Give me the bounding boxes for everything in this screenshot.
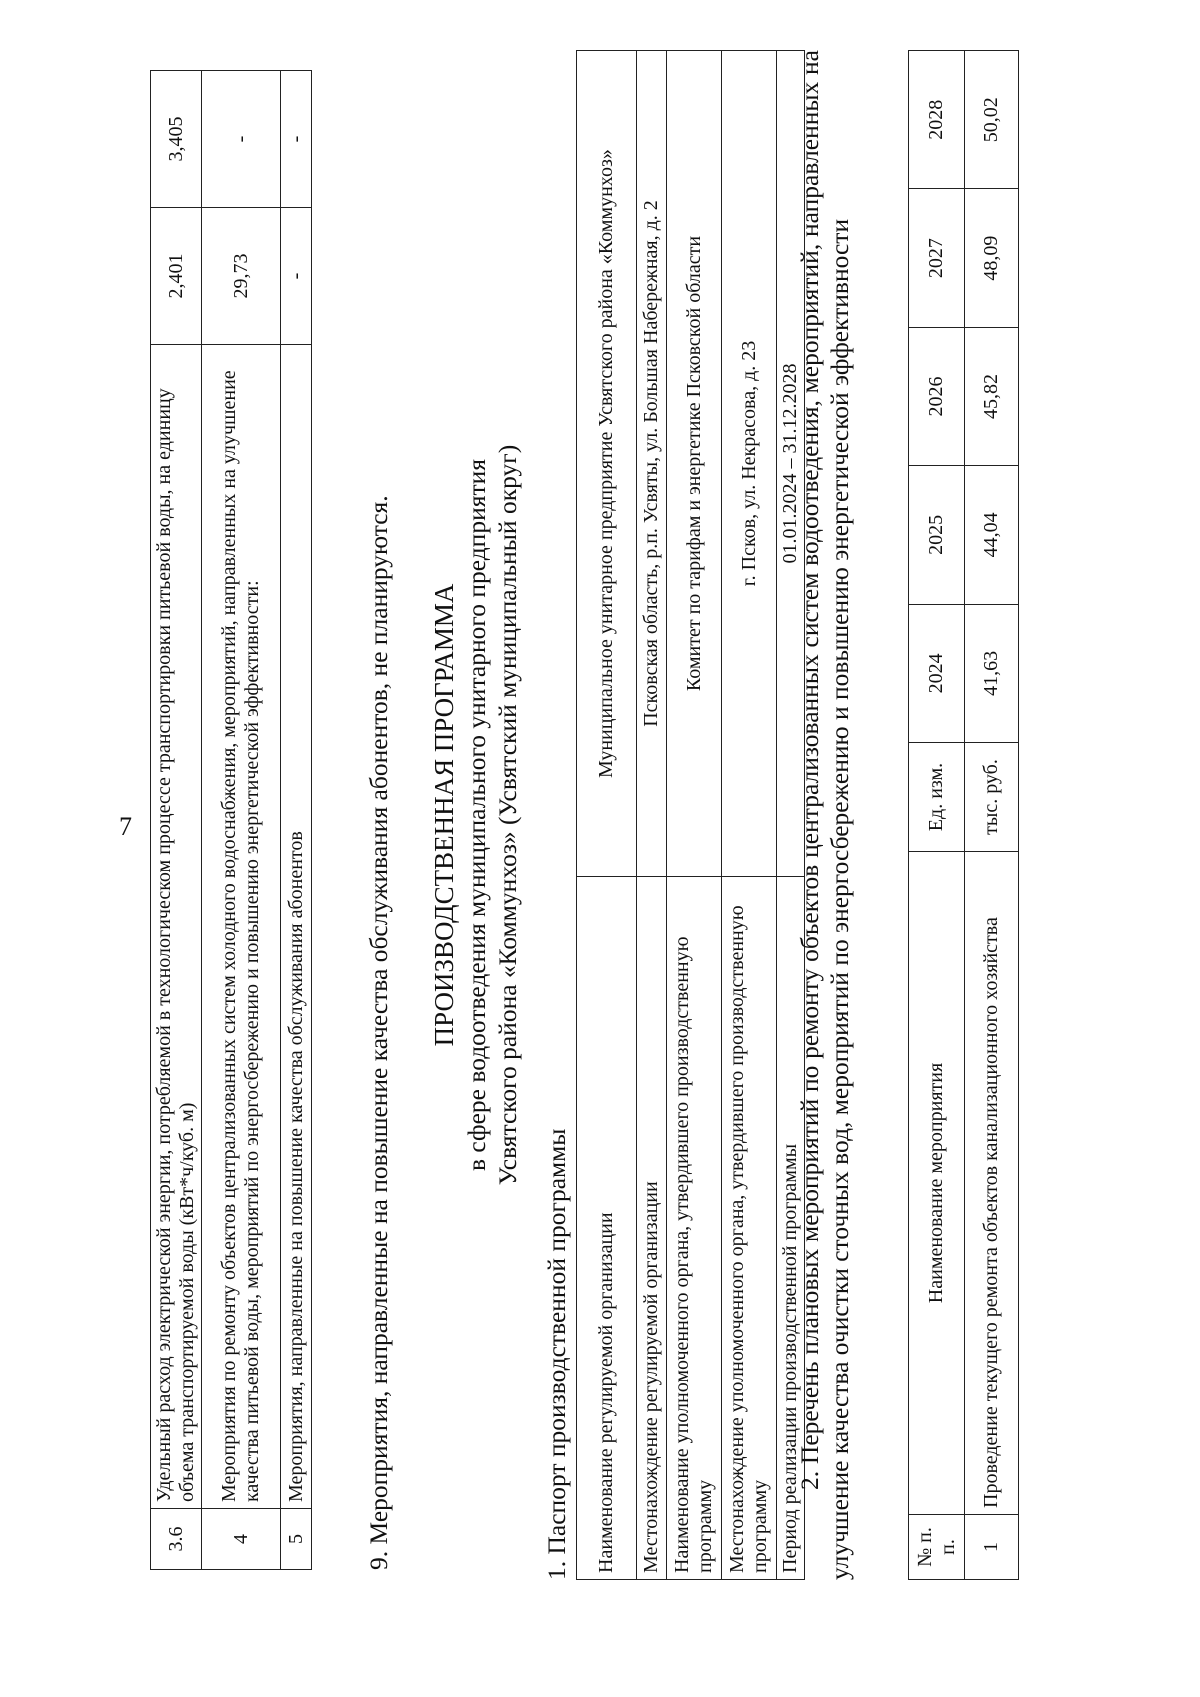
- row-value-1: 29,73: [202, 208, 281, 345]
- header-year: 2027: [909, 189, 965, 327]
- header-year: 2024: [909, 604, 965, 742]
- row-number: 5: [281, 1509, 312, 1570]
- table-row: [577, 51, 637, 1580]
- program-title-block: [428, 50, 523, 1580]
- passport-label: Местонахождение уполномоченного органа, утвердившего производственную программу: [722, 877, 777, 1580]
- header-year: 2026: [909, 327, 965, 465]
- table-row: [151, 71, 202, 1570]
- passport-value: Комитет по тарифам и энергетике Псковской области: [667, 51, 722, 877]
- row-value-1: 2,401: [151, 208, 202, 345]
- table-row: [202, 71, 281, 1570]
- row-number: 1: [965, 1515, 1019, 1580]
- table-row: [722, 51, 777, 1580]
- row-unit: тыс. руб.: [965, 743, 1019, 852]
- table-header-row: [909, 51, 965, 1580]
- header-number: № п. п.: [909, 1515, 965, 1580]
- row-text: Мероприятия по ремонту объектов централизованных систем холодного водоснабжения, мероприятий, направленных на улучшение качества питьевой воды, мероприятий по энергосбережению и повышению энергетической эффективности:: [202, 345, 281, 1509]
- row-value-1: -: [281, 208, 312, 345]
- rotated-page-content: [150, 50, 1150, 1580]
- header-year: 2028: [909, 51, 965, 189]
- row-text: Удельный расход электрической энергии, потребляемой в технологическом процессе транспортировки питьевой воды, на единицу объема транспортируемой воды (кВт*ч/куб. м): [151, 345, 202, 1509]
- row-value-2: -: [281, 71, 312, 208]
- row-name: Проведение текущего ремонта объектов канализационного хозяйства: [965, 852, 1019, 1515]
- program-subtitle-2: Усвятского района «Коммунхоз» (Усвятский муниципальный округ): [493, 444, 522, 1186]
- program-title: ПРОИЗВОДСТВЕННАЯ ПРОГРАММА: [429, 583, 459, 1047]
- row-value-2: 3,405: [151, 71, 202, 208]
- header-year: 2025: [909, 466, 965, 604]
- passport-label: Наименование регулируемой организации: [577, 877, 637, 1580]
- section-2-text: 2. Перечень плановых мероприятий по ремонту объектов централизованных систем водоотведения, мероприятий, направленных на улучшение качества очистки сточных вод, мероприятий по энергосбережению и повышению энергетической эффективности: [795, 50, 854, 1580]
- passport-value: 01.01.2024 – 31.12.2028: [777, 51, 805, 877]
- row-text: Мероприятия, направленные на повышение качества обслуживания абонентов: [281, 345, 312, 1509]
- section-2-heading: [795, 50, 855, 1580]
- row-value: 50,02: [965, 51, 1019, 189]
- passport-value: г. Псков, ул. Некрасова, д. 23: [722, 51, 777, 877]
- section-9-heading: 9. Мероприятия, направленные на повышение качества обслуживания абонентов, не планируются.: [364, 495, 393, 1570]
- row-number: 4: [202, 1509, 281, 1570]
- table-row: [637, 51, 667, 1580]
- row-value-2: -: [202, 71, 281, 208]
- table-row: [281, 71, 312, 1570]
- passport-label: Местонахождение регулируемой организации: [637, 877, 667, 1580]
- row-value: 48,09: [965, 189, 1019, 327]
- program-subtitle-1: в сфере водоотведения муниципального унитарного предприятия: [462, 459, 491, 1171]
- header-name: Наименование мероприятия: [909, 852, 965, 1515]
- section-1-heading: 1. Паспорт производственной программы: [542, 1128, 571, 1580]
- row-value: 44,04: [965, 466, 1019, 604]
- page-number: 7: [119, 812, 132, 841]
- row-number: 3.6: [151, 1509, 202, 1570]
- table-row: [965, 51, 1019, 1580]
- row-value: 41,63: [965, 604, 1019, 742]
- passport-value: Псковская область, р.п. Усвяты, ул. Большая Набережная, д. 2: [637, 51, 667, 877]
- top-indicators-table: [150, 70, 312, 1570]
- passport-table: [576, 50, 805, 1580]
- passport-label: Период реализации производственной программы: [777, 877, 805, 1580]
- measures-table: [908, 50, 1019, 1580]
- row-value: 45,82: [965, 327, 1019, 465]
- passport-label: Наименование уполномоченного органа, утвердившего производственную программу: [667, 877, 722, 1580]
- header-unit: Ед. изм.: [909, 743, 965, 852]
- table-row: [667, 51, 722, 1580]
- passport-value: Муниципальное унитарное предприятие Усвятского района «Коммунхоз»: [577, 51, 637, 877]
